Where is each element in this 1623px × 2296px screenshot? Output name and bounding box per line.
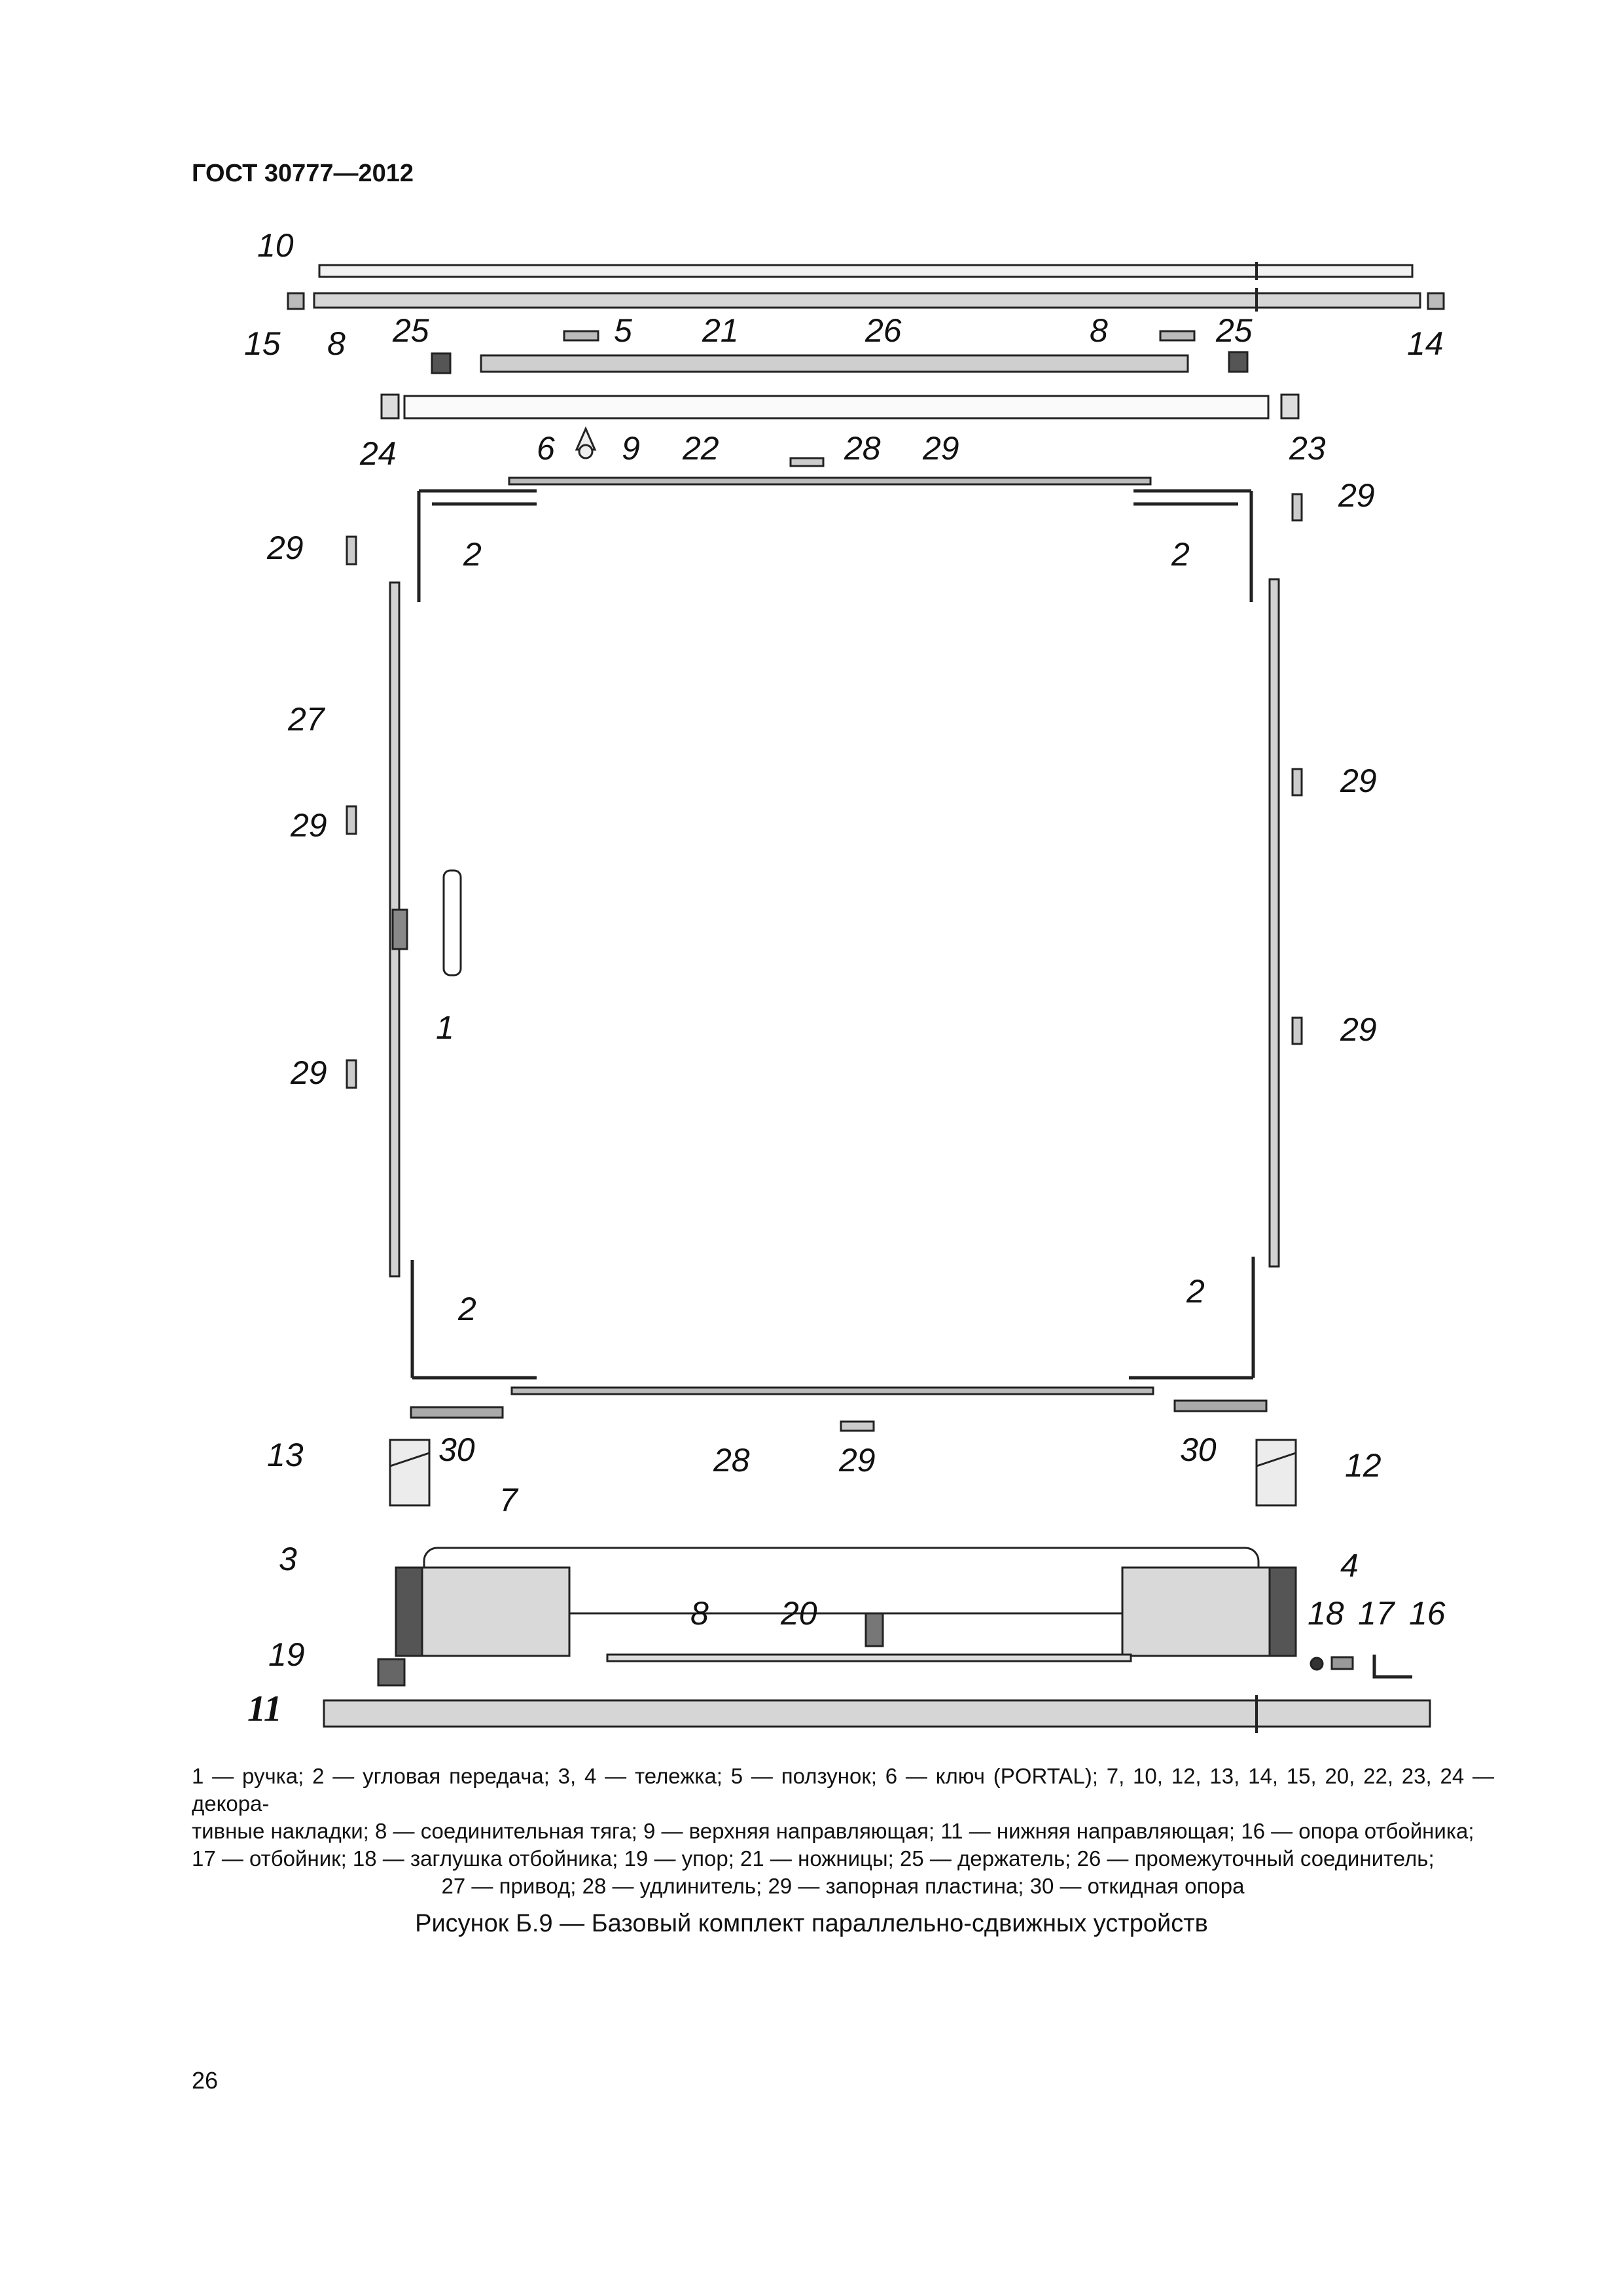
legend-line-4: 27 — привод; 28 — удлинитель; 29 — запорная пластина; 30 — откидная опора <box>441 1874 1245 1898</box>
part-lower-rail <box>324 1700 1430 1727</box>
label-24: 24 <box>360 435 397 472</box>
label-2: 2 <box>1186 1273 1205 1310</box>
legend-line-3: 17 — отбойник; 18 — заглушка отбойника; 19 — упор; 21 — ножницы; 25 — держатель; 26 — промежуточный соединитель; <box>192 1846 1435 1871</box>
label-29: 29 <box>1338 477 1375 514</box>
label-3: 3 <box>279 1541 297 1577</box>
label-29: 29 <box>923 430 959 467</box>
label-8: 8 <box>1090 312 1108 349</box>
figure-legend <box>192 1763 1494 1900</box>
part-cover-22 <box>404 396 1268 418</box>
label-29: 29 <box>839 1442 876 1479</box>
label-15: 15 <box>244 325 281 362</box>
label-6: 6 <box>537 430 555 467</box>
label-13: 13 <box>267 1437 304 1473</box>
label-19: 19 <box>268 1636 305 1673</box>
label-17: 17 <box>1358 1595 1395 1632</box>
label-11: 11 <box>247 1689 282 1729</box>
part-corner-top-right <box>1133 491 1251 602</box>
label-26: 26 <box>865 312 902 349</box>
part-handle <box>444 870 461 975</box>
part-upper-rail <box>314 293 1420 308</box>
legend-line-2: тивные накладки; 8 — соединительная тяга; 9 — верхняя направляющая; 11 — нижняя направляющая; 16 — опора отбойника; <box>192 1819 1474 1843</box>
label-7: 7 <box>499 1482 518 1518</box>
label-16: 16 <box>1409 1595 1446 1632</box>
label-28: 28 <box>713 1442 750 1479</box>
label-21: 21 <box>702 312 739 349</box>
label-2: 2 <box>1171 536 1190 573</box>
label-10: 10 <box>257 227 294 264</box>
label-23: 23 <box>1289 430 1326 467</box>
document-header: ГОСТ 30777—2012 <box>192 160 414 187</box>
label-9: 9 <box>622 430 640 467</box>
part-scissors <box>481 355 1188 372</box>
label-25: 25 <box>393 312 429 349</box>
label-29: 29 <box>291 1054 327 1091</box>
label-29: 29 <box>1340 762 1377 799</box>
label-14: 14 <box>1407 325 1444 362</box>
part-connecting-rod <box>607 1655 1131 1661</box>
label-20: 20 <box>781 1595 817 1632</box>
label-8: 8 <box>690 1595 709 1632</box>
label-30: 30 <box>438 1431 475 1468</box>
label-29: 29 <box>291 807 327 844</box>
part-top-cover <box>319 265 1412 277</box>
legend-line-1: 1 — ручка; 2 — угловая передача; 3, 4 — тележка; 5 — ползунок; 6 — ключ (PORTAL); 7, 10, 12, 13, 14, 15, 20, 22, 23, 24 — декора- <box>192 1764 1494 1816</box>
label-2: 2 <box>458 1291 476 1327</box>
label-27: 27 <box>288 701 325 738</box>
label-29: 29 <box>267 529 304 566</box>
label-4: 4 <box>1340 1547 1359 1584</box>
label-29: 29 <box>1340 1011 1377 1048</box>
label-12: 12 <box>1345 1447 1382 1484</box>
label-1: 1 <box>436 1009 454 1046</box>
label-28: 28 <box>844 430 881 467</box>
label-22: 22 <box>683 430 719 467</box>
figure-caption: Рисунок Б.9 — Базовый комплект параллельно-сдвижных устройств <box>415 1910 1208 1937</box>
label-25: 25 <box>1216 312 1253 349</box>
label-30: 30 <box>1180 1431 1217 1468</box>
label-5: 5 <box>614 312 632 349</box>
label-8: 8 <box>327 325 346 362</box>
label-2: 2 <box>463 536 482 573</box>
page-number: 26 <box>192 2067 219 2094</box>
label-18: 18 <box>1308 1595 1344 1632</box>
